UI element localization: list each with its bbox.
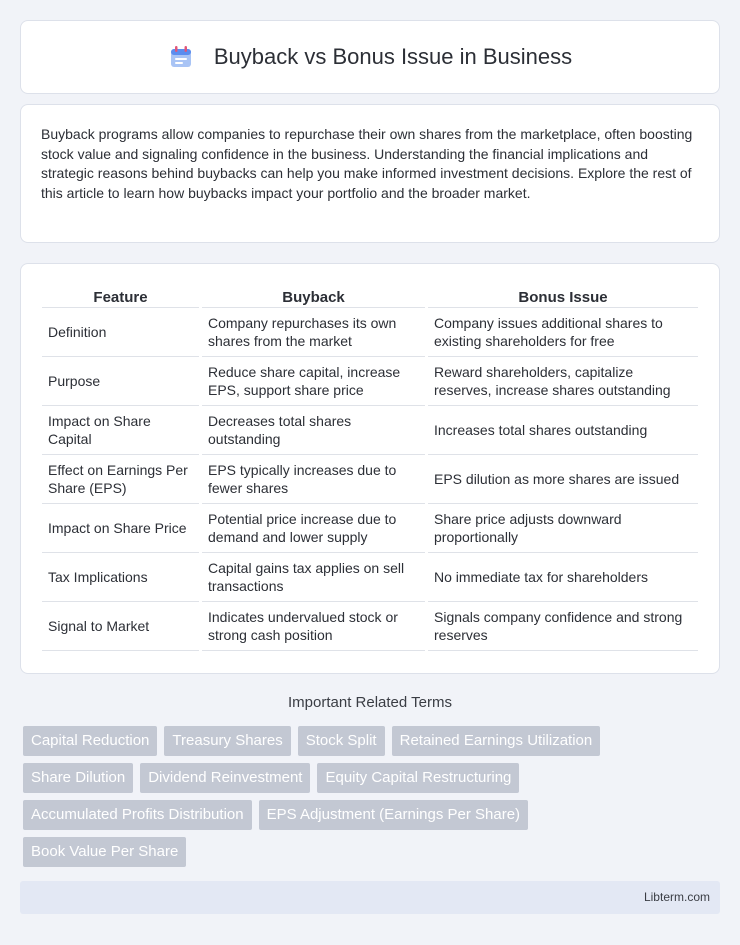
bonus-issue-cell: Signals company confidence and strong reserves [428, 602, 698, 651]
comparison-table [39, 284, 701, 651]
table-header-row [42, 284, 698, 308]
table-row [42, 357, 698, 406]
table-row [42, 504, 698, 553]
buyback-cell: Decreases total shares outstanding [202, 406, 425, 455]
table-row [42, 406, 698, 455]
bonus-issue-cell: Increases total shares outstanding [428, 406, 698, 455]
buyback-cell: Indicates undervalued stock or strong cash position [202, 602, 425, 651]
title-card [20, 20, 720, 94]
related-term-tag[interactable]: Accumulated Profits Distribution [23, 800, 252, 830]
related-term-tag[interactable]: Equity Capital Restructuring [317, 763, 519, 793]
bonus-issue-cell: EPS dilution as more shares are issued [428, 455, 698, 504]
footer-site[interactable]: Libterm.com [643, 890, 710, 904]
intro-paragraph: Buyback programs allow companies to repurchase their own shares from the marketplace, often boosting stock value and signaling confidence in the business. Understanding the financial implications and strategic reasons behind buybacks can help you make informed investment decisions. Explore the rest of this article to learn how buybacks impact your portfolio and the broader market. [41, 126, 693, 201]
table-row [42, 308, 698, 357]
bonus-issue-cell: Reward shareholders, capitalize reserves, increase shares outstanding [428, 357, 698, 406]
related-term-tag[interactable]: Retained Earnings Utilization [392, 726, 601, 756]
related-term-tag[interactable]: Book Value Per Share [23, 837, 186, 867]
buyback-cell: Capital gains tax applies on sell transactions [202, 553, 425, 602]
bonus-issue-cell: Share price adjusts downward proportionally [428, 504, 698, 553]
related-term-tag[interactable]: Share Dilution [23, 763, 133, 793]
related-terms-row [23, 763, 723, 793]
table-row [42, 553, 698, 602]
feature-cell: Tax Implications [42, 553, 199, 602]
page-title: Buyback vs Bonus Issue in Business [213, 44, 573, 69]
footer [20, 881, 720, 914]
feature-cell: Effect on Earnings Per Share (EPS) [42, 455, 199, 504]
buyback-cell: Company repurchases its own shares from the market [202, 308, 425, 357]
related-terms-row [23, 800, 723, 830]
buyback-cell: EPS typically increases due to fewer shares [202, 455, 425, 504]
related-terms-row [23, 726, 723, 756]
related-term-tag[interactable]: Treasury Shares [164, 726, 290, 756]
header-feature: Feature [42, 284, 199, 308]
bonus-issue-cell: Company issues additional shares to existing shareholders for free [428, 308, 698, 357]
related-term-tag[interactable]: Dividend Reinvestment [140, 763, 310, 793]
buyback-cell: Potential price increase due to demand and lower supply [202, 504, 425, 553]
comparison-table-card [20, 263, 720, 674]
header-buyback: Buyback [202, 284, 425, 308]
related-terms-list [23, 726, 723, 874]
related-term-tag[interactable]: EPS Adjustment (Earnings Per Share) [259, 800, 528, 830]
feature-cell: Impact on Share Capital [42, 406, 199, 455]
calendar-icon [168, 44, 194, 70]
feature-cell: Impact on Share Price [42, 504, 199, 553]
table-row [42, 602, 698, 651]
bonus-issue-cell: No immediate tax for shareholders [428, 553, 698, 602]
related-term-tag[interactable]: Capital Reduction [23, 726, 157, 756]
related-terms-row [23, 837, 723, 867]
related-term-tag[interactable]: Stock Split [298, 726, 385, 756]
feature-cell: Signal to Market [42, 602, 199, 651]
buyback-cell: Reduce share capital, increase EPS, support share price [202, 357, 425, 406]
feature-cell: Definition [42, 308, 199, 357]
table-row [42, 455, 698, 504]
intro-card [20, 104, 720, 243]
header-bonus-issue: Bonus Issue [428, 284, 698, 308]
related-terms-title: Important Related Terms [288, 694, 452, 711]
feature-cell: Purpose [42, 357, 199, 406]
